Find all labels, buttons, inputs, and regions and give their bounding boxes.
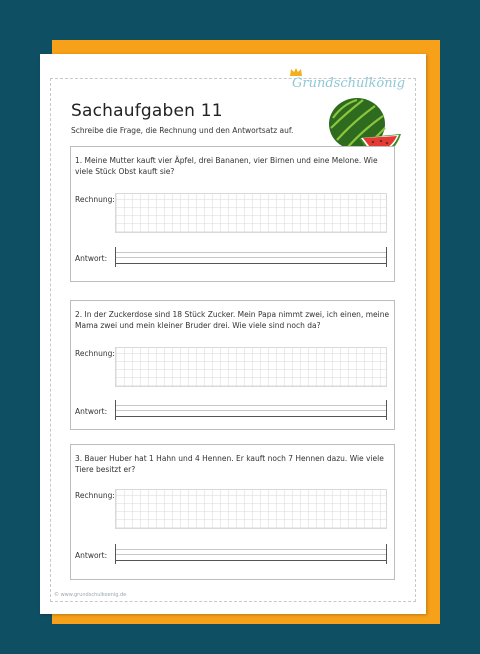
task-question: 3. Bauer Huber hat 1 Hahn und 4 Hennen. Er kauft noch 7 Hennen dazu. Wie viele Tiere besitzt er? — [75, 454, 384, 474]
crown-icon — [290, 68, 302, 76]
calculation-label: Rechnung: — [75, 491, 115, 500]
task-question: 1. Meine Mutter kauft vier Äpfel, drei Bananen, vier Birnen und eine Melone. Wie viele Stück Obst kauft sie? — [75, 156, 378, 176]
answer-label: Antwort: — [75, 407, 108, 416]
worksheet-instructions: Schreibe die Frage, die Rechnung und den Antwortsatz auf. — [71, 126, 294, 135]
footer-copyright: © www.grundschulkoenig.de — [54, 592, 127, 598]
calculation-grid[interactable] — [115, 193, 387, 233]
calculation-grid[interactable] — [115, 347, 387, 387]
brand-logo — [288, 72, 412, 96]
task-card-2 — [70, 300, 395, 430]
answer-lines[interactable] — [115, 400, 387, 420]
calculation-grid[interactable] — [115, 489, 387, 529]
worksheet-page — [40, 54, 426, 614]
calculation-label: Rechnung: — [75, 195, 115, 204]
logo-text: Grundschulkönig — [292, 76, 406, 91]
answer-lines[interactable] — [115, 544, 387, 564]
task-question: 2. In der Zuckerdose sind 18 Stück Zucker. Mein Papa nimmt zwei, ich einen, meine Mama zwei und mein kleiner Bruder drei. Wie viele sind noch da? — [75, 310, 390, 330]
answer-label: Antwort: — [75, 551, 108, 560]
answer-lines[interactable] — [115, 247, 387, 267]
calculation-label: Rechnung: — [75, 349, 115, 358]
worksheet-title: Sachaufgaben 11 — [71, 101, 223, 121]
task-card-3 — [70, 444, 395, 580]
task-card-1 — [70, 146, 395, 282]
answer-label: Antwort: — [75, 254, 108, 263]
